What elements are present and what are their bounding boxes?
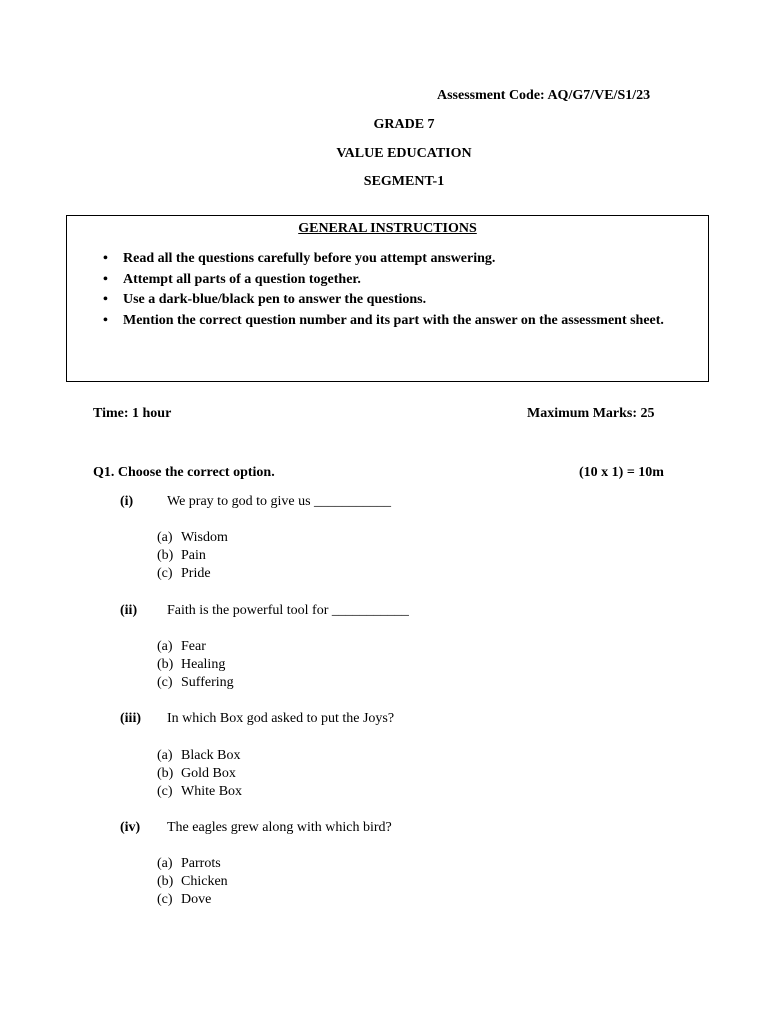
option-label: (c) [157,892,173,907]
option-text: Gold Box [181,766,236,781]
instructions-list [103,249,688,331]
options-list [157,747,242,801]
option-label: (a) [157,639,173,654]
option-text: Healing [181,657,226,672]
option-label: (b) [157,657,174,672]
option-text: Suffering [181,675,234,690]
subquestion-number: (ii) [120,603,138,618]
option-item [157,747,242,765]
instruction-text: Mention the correct question number and its part with the answer on the assessment sheet. [123,312,664,328]
option-item [157,638,234,656]
instruction-item [103,311,688,332]
max-marks-label: Maximum Marks: 25 [527,406,655,421]
option-item [157,529,228,547]
subquestion-number: (iv) [120,820,141,835]
assessment-code: Assessment Code: AQ/G7/VE/S1/23 [437,88,651,103]
option-item [157,656,234,674]
option-item [157,674,234,692]
subquestion-text: We pray to god to give us ___________ [167,494,392,509]
option-label: (a) [157,530,173,545]
grade-heading: GRADE 7 [373,117,435,132]
option-item [157,855,228,873]
option-text: Pride [181,566,211,581]
subquestion-number: (i) [120,494,134,509]
instructions-title: GENERAL INSTRUCTIONS [298,221,477,236]
options-list [157,529,228,583]
time-label: Time: 1 hour [93,406,172,421]
bullet-icon: • [103,271,108,287]
option-label: (b) [157,548,174,563]
option-item [157,891,228,909]
subquestion-text: In which Box god asked to put the Joys? [167,711,395,726]
subject-heading: VALUE EDUCATION [336,146,472,161]
option-text: Black Box [181,748,241,763]
option-item [157,565,228,583]
instruction-text: Attempt all parts of a question together. [123,271,361,287]
option-label: (b) [157,874,174,889]
option-text: Wisdom [181,530,228,545]
option-text: Dove [181,892,212,907]
option-text: White Box [181,784,243,799]
options-list [157,855,228,909]
instruction-text: Read all the questions carefully before you attempt answering. [123,251,496,266]
instruction-item [103,249,688,270]
bullet-icon: • [103,292,108,307]
bullet-icon: • [103,251,108,266]
segment-heading: SEGMENT-1 [363,174,445,189]
question-1-marks: (10 x 1) = 10m [579,465,664,480]
option-text: Chicken [181,874,228,889]
subquestion-number: (iii) [120,711,141,726]
option-text: Pain [181,548,206,563]
options-list [157,638,234,692]
option-label: (c) [157,675,173,690]
instruction-item [103,270,688,291]
option-label: (c) [157,784,173,799]
subquestion-text: The eagles grew along with which bird? [167,820,392,835]
option-text: Fear [181,639,206,654]
instruction-text: Use a dark-blue/black pen to answer the questions. [123,292,427,307]
bullet-icon: • [103,312,108,328]
option-item [157,547,228,565]
option-label: (c) [157,566,173,581]
option-text: Parrots [181,856,221,871]
option-label: (b) [157,766,174,781]
question-1-title: Q1. Choose the correct option. [93,465,275,480]
subquestion-text: Faith is the powerful tool for ___________ [167,603,409,618]
option-item [157,783,242,801]
option-item [157,873,228,891]
general-instructions-box [66,215,709,382]
option-label: (a) [157,748,173,763]
option-label: (a) [157,856,173,871]
instruction-item [103,290,688,311]
option-item [157,765,242,783]
